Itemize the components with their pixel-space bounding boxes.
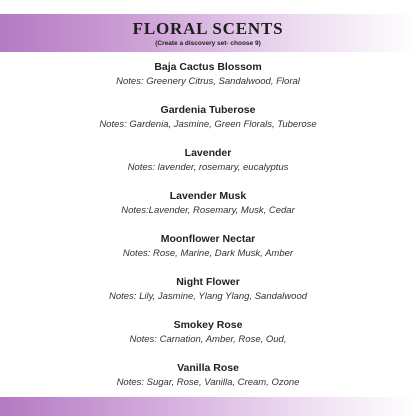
- scent-notes: Notes: Greenery Citrus, Sandalwood, Floral: [116, 76, 300, 87]
- scent-notes: Notes: Carnation, Amber, Rose, Oud,: [129, 334, 287, 345]
- scent-name: Gardenia Tuberose: [160, 104, 256, 116]
- scent-name: Baja Cactus Blossom: [154, 61, 262, 73]
- scent-item: [0, 319, 416, 362]
- scent-notes: Notes: Gardenia, Jasmine, Green Florals, Tuberose: [99, 119, 317, 130]
- scent-item: [0, 190, 416, 233]
- scent-item: [0, 104, 416, 147]
- scent-notes: Notes:Lavender, Rosemary, Musk, Cedar: [121, 205, 295, 216]
- scent-list: [0, 61, 416, 405]
- scent-item: [0, 61, 416, 104]
- page-title: FLORAL SCENTS: [132, 19, 284, 38]
- page-subtitle: (Create a discovery set- choose 9): [155, 40, 261, 47]
- scent-name: Night Flower: [176, 276, 240, 288]
- scent-notes: Notes: lavender, rosemary, eucalyptus: [127, 162, 289, 173]
- scent-name: Lavender Musk: [169, 190, 247, 202]
- scent-name: Vanilla Rose: [177, 362, 239, 374]
- scent-name: Smokey Rose: [173, 319, 243, 331]
- scent-item: [0, 276, 416, 319]
- scent-name: Moonflower Nectar: [160, 233, 256, 245]
- footer-gradient-band: [0, 397, 416, 416]
- scent-name: Lavender: [184, 147, 232, 159]
- scent-notes: Notes: Sugar, Rose, Vanilla, Cream, Ozone: [116, 377, 300, 388]
- scent-item: [0, 233, 416, 276]
- scent-notes: Notes: Lily, Jasmine, Ylang Ylang, Sandalwood: [108, 291, 308, 302]
- scent-notes: Notes: Rose, Marine, Dark Musk, Amber: [122, 248, 294, 259]
- scent-item: [0, 147, 416, 190]
